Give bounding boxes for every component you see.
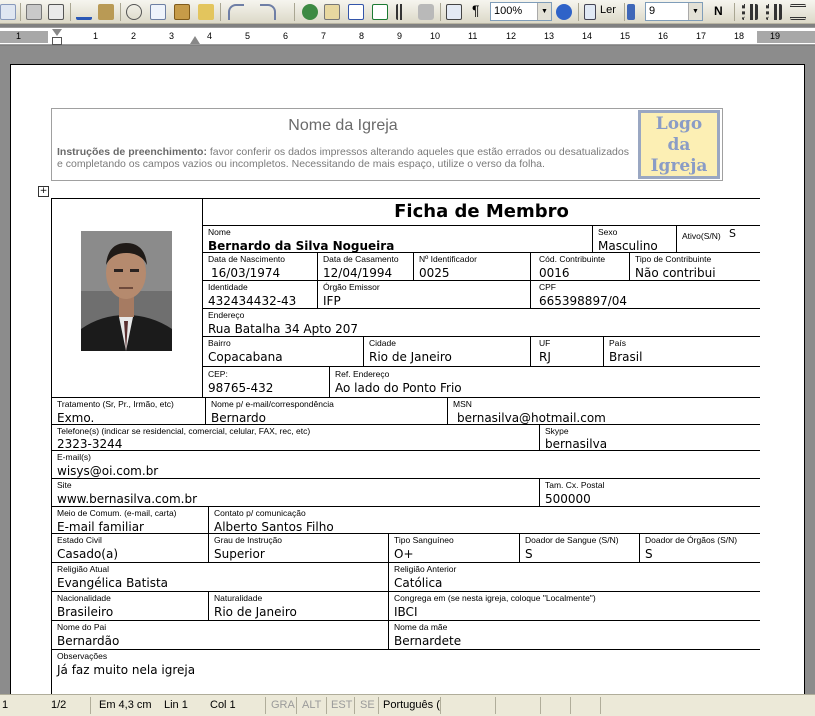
field-label: Nº Identificador xyxy=(419,254,477,264)
field-label: Sexo xyxy=(598,227,618,237)
drawing-icon[interactable] xyxy=(418,4,434,20)
field-skype[interactable] xyxy=(540,425,760,451)
toolbar-separator xyxy=(294,3,295,21)
logo-line: Igreja xyxy=(650,156,708,176)
field-label: Cidade xyxy=(369,338,396,348)
ruler-number: 18 xyxy=(734,31,745,41)
ruler-number: 11 xyxy=(468,31,478,41)
field-cx-postal[interactable] xyxy=(540,479,760,507)
field-value[interactable]: 0025 xyxy=(419,266,450,280)
font-size-value: 9 xyxy=(649,5,656,17)
print-preview-icon[interactable] xyxy=(48,4,64,20)
redo-icon[interactable] xyxy=(260,4,276,20)
field-label: Tipo de Contribuinte xyxy=(635,254,712,264)
field-label: Nome da mãe xyxy=(394,622,448,632)
field-naturalidade[interactable] xyxy=(209,592,389,621)
field-nome-mae[interactable] xyxy=(389,621,760,650)
field-bairro[interactable] xyxy=(203,337,364,367)
field-value[interactable]: Casado(a) xyxy=(57,547,119,561)
status-separator xyxy=(90,697,91,714)
read-icon[interactable] xyxy=(584,4,596,20)
status-separator xyxy=(600,697,601,714)
ruler-number: 3 xyxy=(169,31,175,41)
field-label: CPF xyxy=(539,282,556,292)
field-value[interactable]: 98765-432 xyxy=(208,381,274,395)
font-size-combo[interactable] xyxy=(645,2,703,21)
field-value[interactable]: IBCI xyxy=(394,605,418,619)
field-label: Endereço xyxy=(208,310,245,320)
field-value[interactable]: RJ xyxy=(539,350,551,364)
field-congrega[interactable] xyxy=(389,592,760,621)
field-label: Ref. Endereço xyxy=(335,369,390,379)
table-move-handle[interactable]: + xyxy=(39,186,48,196)
church-name: Nome da Igreja xyxy=(288,117,398,134)
insert-table-icon[interactable] xyxy=(348,4,364,20)
ruler-number: 5 xyxy=(245,31,251,41)
toolbar-separator xyxy=(20,3,21,21)
ruler-number: 12 xyxy=(506,31,517,41)
field-data-nascimento[interactable] xyxy=(203,253,318,281)
field-label: Religião Anterior xyxy=(394,564,457,574)
field-value[interactable]: 16/03/1974 xyxy=(211,266,281,280)
field-value[interactable]: Bernardete xyxy=(394,634,462,648)
field-identidade[interactable] xyxy=(203,281,318,309)
field-value[interactable]: S xyxy=(729,227,736,240)
status-separator xyxy=(440,697,441,714)
field-estado-civil[interactable] xyxy=(52,534,209,563)
field-label: Estado Civil xyxy=(57,535,102,545)
right-indent-marker[interactable] xyxy=(190,36,200,44)
field-value[interactable]: Masculino xyxy=(598,239,658,253)
status-section: 1/2 xyxy=(51,699,67,711)
photo-cell xyxy=(52,199,203,398)
ruler-number: 2 xyxy=(131,31,137,41)
field-value[interactable]: 665398897/04 xyxy=(539,294,628,308)
zoom-value: 100% xyxy=(494,5,523,17)
field-religiao-anterior[interactable] xyxy=(389,563,760,592)
field-label: Data de Nascimento xyxy=(208,254,286,264)
toolbar-separator xyxy=(624,3,625,21)
new-icon[interactable] xyxy=(0,4,16,20)
horizontal-ruler[interactable] xyxy=(0,27,815,45)
bold-button[interactable]: N xyxy=(714,4,723,18)
field-label: Observações xyxy=(57,651,108,661)
member-photo-image xyxy=(81,231,172,351)
toolbar-separator xyxy=(220,3,221,21)
formatting-toolbar xyxy=(0,0,815,24)
tables-borders-icon[interactable] xyxy=(324,4,340,20)
field-label: Nome p/ e-mail/correspondência xyxy=(211,399,334,409)
field-value[interactable]: bernasilva@hotmail.com xyxy=(457,411,606,425)
field-cep[interactable] xyxy=(203,367,330,398)
status-separator xyxy=(495,697,496,714)
field-nacionalidade[interactable] xyxy=(52,592,209,621)
field-label: Cód. Contribuinte xyxy=(539,254,606,264)
toolbar-separator xyxy=(120,3,121,21)
field-cod-contribuinte[interactable] xyxy=(531,253,630,281)
hyperlink-icon[interactable] xyxy=(302,4,318,20)
ruler-number: 4 xyxy=(207,31,213,41)
field-label: Doador de Sangue (S/N) xyxy=(525,535,619,545)
field-value[interactable]: Exmo. xyxy=(57,411,95,425)
toolbar-separator xyxy=(734,3,735,21)
church-logo-placeholder xyxy=(638,110,720,179)
field-tipo-contribuinte[interactable] xyxy=(630,253,760,281)
ruler-number: 15 xyxy=(620,31,631,41)
bullets-icon[interactable] xyxy=(766,4,782,20)
field-value[interactable]: E-mail familiar xyxy=(57,520,144,534)
field-value[interactable]: 0016 xyxy=(539,266,570,280)
field-label: Tam. Cx. Postal xyxy=(545,480,605,490)
field-value[interactable]: 500000 xyxy=(545,492,591,506)
field-data-casamento[interactable] xyxy=(318,253,414,281)
field-label: Nacionalidade xyxy=(57,593,111,603)
research-icon[interactable] xyxy=(98,4,114,20)
logo-line: Logo xyxy=(655,114,703,134)
status-separator xyxy=(296,697,297,714)
church-header-box xyxy=(51,108,723,181)
print-icon[interactable] xyxy=(26,4,42,20)
field-nome[interactable] xyxy=(203,226,593,253)
status-line: Lin 1 xyxy=(164,699,188,711)
instructions-text: favor conferir os dados impressos alterando aqueles que estão errados ou desatualizados e completando os campos vazios ou incompletos. Necessitando de mais espaço, utilize o verso da folha. xyxy=(57,146,629,170)
status-column: Col 1 xyxy=(210,699,236,711)
ruler-number: 16 xyxy=(658,31,669,41)
read-button[interactable]: Ler xyxy=(600,4,616,16)
ruler-number: 6 xyxy=(283,31,289,41)
columns-icon[interactable] xyxy=(396,4,412,20)
field-ativo[interactable] xyxy=(677,226,760,253)
status-separator xyxy=(326,697,327,714)
field-contato[interactable] xyxy=(209,507,760,534)
member-form-table xyxy=(51,198,760,716)
help-icon[interactable] xyxy=(556,4,572,20)
field-meio-comunicacao[interactable] xyxy=(52,507,209,534)
paste-icon[interactable] xyxy=(174,4,190,20)
ruler-number: 19 xyxy=(770,31,781,41)
field-label: Bairro xyxy=(208,338,231,348)
member-photo xyxy=(81,231,172,351)
chevron-down-icon[interactable]: ▼ xyxy=(537,3,551,20)
field-value[interactable]: Brasil xyxy=(609,350,643,364)
field-value[interactable]: bernasilva xyxy=(545,437,608,451)
field-cidade[interactable] xyxy=(364,337,531,367)
status-extend-selection[interactable]: EST xyxy=(331,699,353,711)
field-value[interactable]: Alberto Santos Filho xyxy=(214,520,334,534)
field-label: Nome do Pai xyxy=(57,622,107,632)
ruler-number: 10 xyxy=(430,31,441,41)
field-endereco[interactable] xyxy=(203,309,760,337)
field-label: País xyxy=(609,338,627,348)
field-label: Data de Casamento xyxy=(323,254,399,264)
status-separator xyxy=(378,697,379,714)
field-site[interactable] xyxy=(52,479,540,507)
field-label: Meio de Comum. (e-mail, carta) xyxy=(57,508,177,518)
undo-icon[interactable] xyxy=(228,4,244,20)
status-bar xyxy=(0,694,815,716)
ruler-left-margin xyxy=(0,31,48,43)
status-language[interactable]: Português ( xyxy=(383,699,440,711)
status-overtype[interactable]: SE xyxy=(360,699,375,711)
ruler-number: 14 xyxy=(582,31,593,41)
field-doador-sangue[interactable] xyxy=(520,534,640,563)
toolbar-separator xyxy=(578,3,579,21)
chevron-down-icon[interactable]: ▼ xyxy=(688,3,702,20)
field-value[interactable]: Bernardo xyxy=(211,411,266,425)
copy-icon[interactable] xyxy=(150,4,166,20)
field-label: CEP: xyxy=(208,369,228,379)
document-workspace[interactable] xyxy=(0,46,815,694)
field-cpf[interactable] xyxy=(531,281,760,309)
zoom-combo[interactable] xyxy=(490,2,552,21)
field-tipo-sanguineo[interactable] xyxy=(389,534,520,563)
field-sexo[interactable] xyxy=(593,226,677,253)
field-value[interactable]: Rio de Janeiro xyxy=(214,605,297,619)
field-value[interactable]: wisys@oi.com.br xyxy=(57,464,159,478)
field-value[interactable]: S xyxy=(645,547,653,561)
fill-instructions xyxy=(57,146,629,170)
status-track-changes[interactable]: ALT xyxy=(302,699,322,711)
field-grau-instrucao[interactable] xyxy=(209,534,389,563)
field-label: Contato p/ comunicação xyxy=(214,508,306,518)
field-value[interactable]: Bernardão xyxy=(57,634,120,648)
field-value[interactable]: 432434432-43 xyxy=(208,294,297,308)
field-label: Skype xyxy=(545,426,569,436)
field-value[interactable]: Brasileiro xyxy=(57,605,114,619)
field-label: Doador de Órgãos (S/N) xyxy=(645,535,738,545)
field-label: Ativo(S/N) xyxy=(682,231,721,241)
field-email[interactable] xyxy=(52,451,760,479)
field-label: UF xyxy=(539,338,551,348)
show-formatting-icon[interactable]: ¶ xyxy=(472,2,480,18)
field-label: Órgão Emissor xyxy=(323,282,380,292)
field-value[interactable]: 12/04/1994 xyxy=(323,266,393,280)
numbering-icon[interactable] xyxy=(742,4,758,20)
status-separator xyxy=(540,697,541,714)
field-label: Congrega em (se nesta igreja, coloque "Localmente") xyxy=(394,593,596,603)
status-position: Em 4,3 cm xyxy=(99,699,152,711)
instructions-label: Instruções de preenchimento: xyxy=(57,146,207,158)
field-label: Religião Atual xyxy=(57,564,109,574)
field-value[interactable]: 2323-3244 xyxy=(57,437,123,451)
status-separator xyxy=(570,697,571,714)
logo-line: da xyxy=(667,135,691,155)
ruler-number: 7 xyxy=(321,31,327,41)
field-label: Site xyxy=(57,480,72,490)
field-label: Grau de Instrução xyxy=(214,535,283,545)
spelling-icon[interactable] xyxy=(76,4,92,20)
field-value[interactable]: Bernardo da Silva Nogueira xyxy=(208,239,395,253)
field-label: Telefone(s) (indicar se residencial, comercial, celular, FAX, rec, etc) xyxy=(57,426,311,436)
ruler-number: 13 xyxy=(544,31,555,41)
toolbar-separator xyxy=(70,3,71,21)
format-painter-icon[interactable] xyxy=(198,4,214,20)
status-page: 1 xyxy=(2,699,9,711)
field-value[interactable]: Católica xyxy=(394,576,443,590)
field-value[interactable]: Não contribui xyxy=(635,266,716,280)
document-map-icon[interactable] xyxy=(446,4,462,20)
field-label: E-mail(s) xyxy=(57,452,91,462)
field-value[interactable]: IFP xyxy=(323,294,341,308)
field-religiao-atual[interactable] xyxy=(52,563,389,592)
field-tratamento[interactable] xyxy=(52,398,206,425)
ruler-number: 1 xyxy=(16,31,22,41)
form-title: Ficha de Membro xyxy=(394,201,569,222)
cut-icon[interactable] xyxy=(126,4,142,20)
field-orgao-emissor[interactable] xyxy=(318,281,531,309)
indent-icon[interactable] xyxy=(790,4,806,20)
form-title-cell xyxy=(203,199,760,226)
first-line-indent-marker[interactable] xyxy=(52,29,62,36)
ruler-right-margin xyxy=(757,31,815,43)
insert-excel-icon[interactable] xyxy=(372,4,388,20)
field-label: Nome xyxy=(208,227,231,237)
field-nome-pai[interactable] xyxy=(52,621,389,650)
left-indent-marker[interactable] xyxy=(52,37,62,45)
field-doador-orgaos[interactable] xyxy=(640,534,760,563)
field-label: Tratamento (Sr, Pr., Irmão, etc) xyxy=(57,399,174,409)
status-separator xyxy=(265,697,266,714)
field-value[interactable]: Superior xyxy=(214,547,265,561)
field-value[interactable]: Copacabana xyxy=(208,350,283,364)
field-nome-correspondencia[interactable] xyxy=(206,398,448,425)
status-record-macro[interactable]: GRA xyxy=(271,699,295,711)
status-separator xyxy=(354,697,355,714)
field-value[interactable]: S xyxy=(525,547,533,561)
ruler-number: 1 xyxy=(93,31,99,41)
field-value[interactable]: Rio de Janeiro xyxy=(369,350,452,364)
field-value[interactable]: Evangélica Batista xyxy=(57,576,169,590)
field-pais[interactable] xyxy=(604,337,760,367)
toolbar-options-icon[interactable] xyxy=(627,4,635,20)
field-telefones[interactable] xyxy=(52,425,540,451)
ruler-number: 17 xyxy=(696,31,707,41)
field-uf[interactable] xyxy=(531,337,604,367)
ruler-number: 9 xyxy=(397,31,403,41)
toolbar-separator xyxy=(440,3,441,21)
field-ref-endereco[interactable] xyxy=(330,367,760,398)
field-value[interactable]: Ao lado do Ponto Frio xyxy=(335,381,462,395)
field-identificador[interactable] xyxy=(414,253,531,281)
field-msn[interactable] xyxy=(448,398,760,425)
field-label: Naturalidade xyxy=(214,593,263,603)
field-value[interactable]: O+ xyxy=(394,547,414,561)
field-label: Identidade xyxy=(208,282,248,292)
field-label: MSN xyxy=(453,399,472,409)
field-value[interactable]: Rua Batalha 34 Apto 207 xyxy=(208,322,358,336)
document-page[interactable] xyxy=(10,64,805,704)
field-value[interactable]: www.bernasilva.com.br xyxy=(57,492,198,506)
field-label: Tipo Sanguíneo xyxy=(394,535,454,545)
ruler-number: 8 xyxy=(359,31,365,41)
field-value[interactable]: Já faz muito nela igreja xyxy=(57,663,196,677)
